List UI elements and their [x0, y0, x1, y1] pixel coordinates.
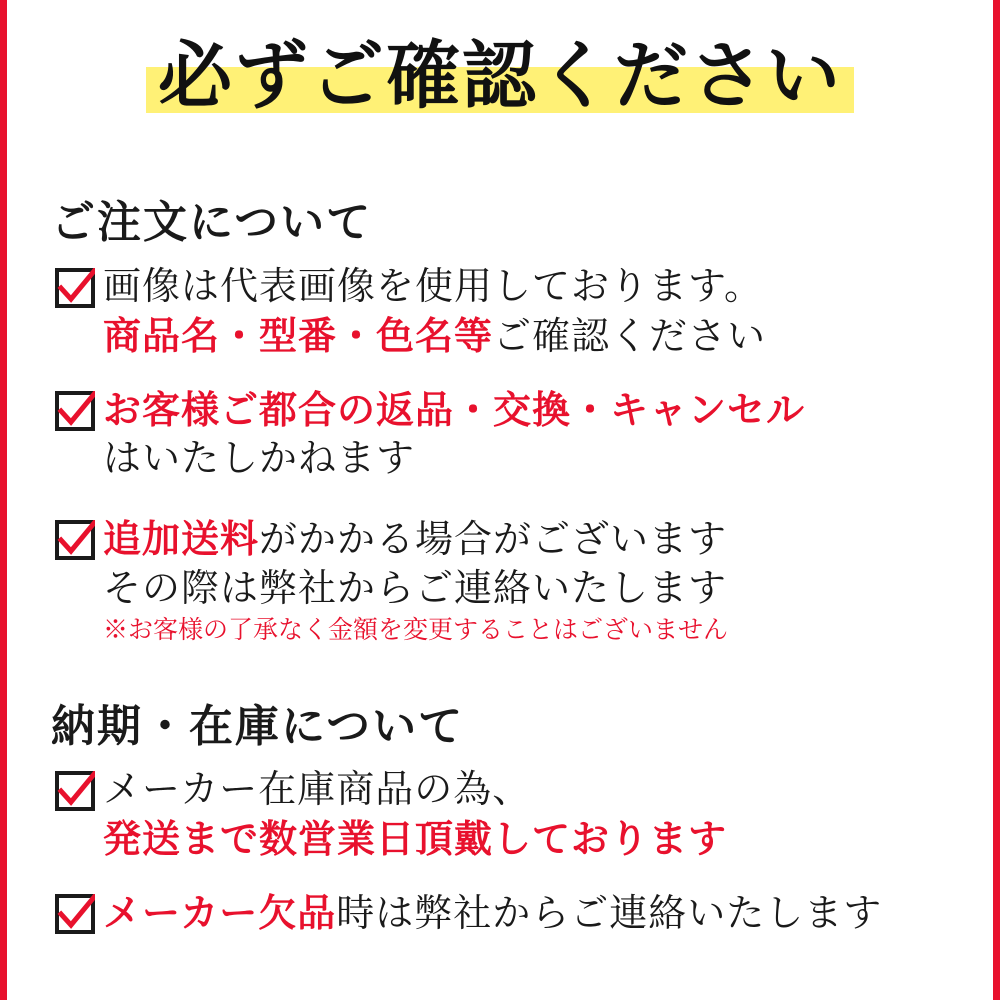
- notice-content: [7, 0, 993, 1000]
- line-note: ※お客様の了承なく金額を変更することはございません: [103, 614, 729, 644]
- line-1-red: メーカー欠品: [103, 890, 337, 935]
- line-2: その際は弊社からご連絡いたします: [103, 566, 728, 611]
- line-1-black: 時は弊社からご連絡いたします: [336, 891, 883, 935]
- title-text-block: [146, 34, 854, 119]
- line-2: はいたしかねます: [103, 436, 416, 481]
- list-item: [55, 888, 985, 938]
- checkmark-icon: [55, 268, 95, 308]
- line-1-red: 追加送料: [103, 516, 260, 561]
- list-item: [55, 385, 955, 484]
- list-item-text: [103, 888, 985, 938]
- line-1: 画像は代表画像を使用しております。: [103, 264, 763, 308]
- list-item-text: [103, 262, 955, 362]
- line-1-black: がかかる場合がございます: [259, 517, 728, 561]
- line-2: [103, 311, 955, 361]
- section-heading-delivery: 納期・在庫について: [51, 701, 465, 752]
- page-title: [7, 34, 993, 119]
- checkmark-icon: [55, 520, 95, 560]
- line-1: お客様ご都合の返品・交換・キャンセル: [103, 387, 806, 432]
- line-1: メーカー在庫商品の為、: [103, 767, 532, 811]
- section-heading-order: ご注文について: [51, 197, 373, 248]
- title-text: 必ずご確認ください: [158, 33, 842, 119]
- list-item: [55, 262, 955, 362]
- line-1: [103, 514, 965, 564]
- checkmark-icon: [55, 771, 95, 811]
- checkmark-icon: [55, 391, 95, 431]
- line-2-black: ご確認ください: [493, 314, 767, 359]
- list-item-text: [103, 385, 955, 484]
- list-item: [55, 514, 965, 645]
- list-item-text: [103, 514, 965, 645]
- line-2: 発送まで数営業日頂戴しております: [103, 816, 728, 862]
- line-1: [103, 888, 985, 938]
- list-item: [55, 765, 965, 864]
- list-item-text: [103, 765, 965, 864]
- line-2-red: 商品名・型番・色名等: [103, 313, 494, 359]
- checkmark-icon: [55, 894, 95, 934]
